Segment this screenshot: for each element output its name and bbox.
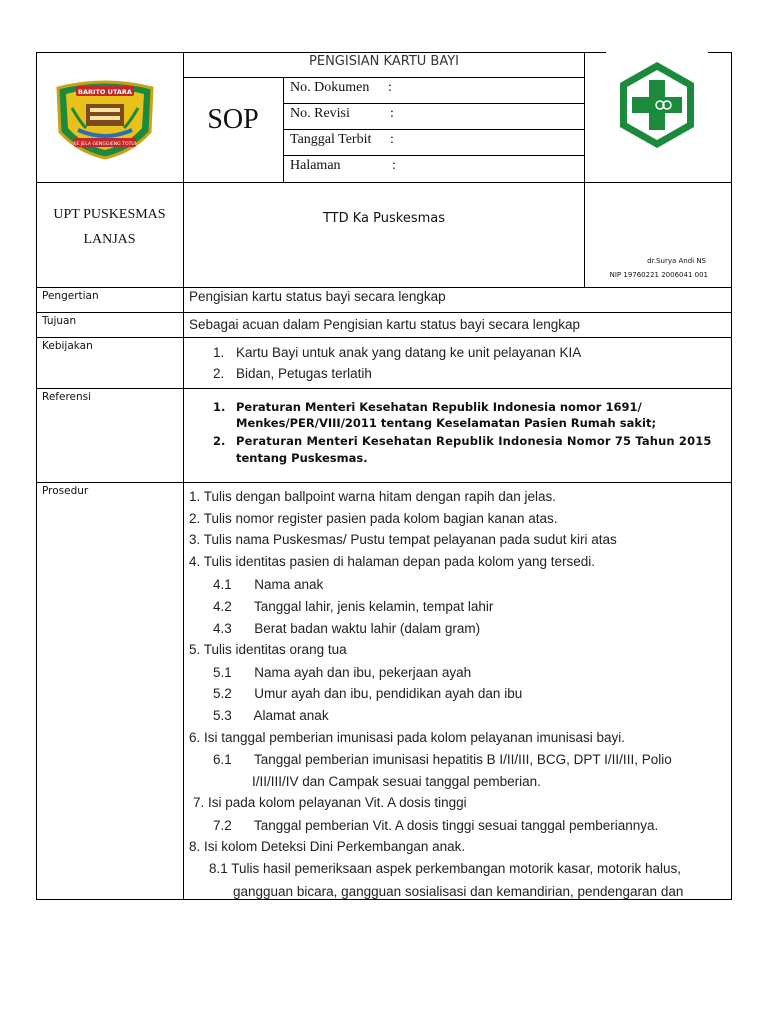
row-rule-pengertian — [36, 312, 732, 313]
prosedur-line-4: 4. Tulis identitas pasien di halaman depan pada kolom yang tersedi. — [189, 554, 596, 569]
row-rule-tujuan — [36, 337, 732, 338]
kebijakan-num-1: 1. — [213, 345, 225, 360]
prosedur-line-2: 2. Tulis nomor register pasien pada kolom bagian kanan atas. — [189, 511, 558, 526]
header-bottom-rule — [36, 182, 732, 183]
doc-title: PENGISIAN KARTU BAYI — [309, 54, 459, 69]
field-rule-2 — [283, 129, 585, 130]
header-divider-left — [183, 52, 184, 287]
body-label-divider — [183, 287, 184, 900]
prosedur-line-5-2: 5.2 Umur ayah dan ibu, pendidikan ayah dan ibu — [213, 686, 523, 701]
referensi-num-2: 2. — [213, 434, 226, 448]
barito-utara-emblem-icon — [52, 78, 158, 160]
barito-utara-logo — [52, 78, 158, 160]
kebijakan-item-1: Kartu Bayi untuk anak yang datang ke unit pelayanan KIA — [236, 345, 582, 360]
prosedur-line-8-1: 8.1 Tulis hasil pemeriksaan aspek perkembangan motorik kasar, motorik halus, — [209, 861, 681, 876]
header-divider-right — [584, 52, 585, 287]
table-border-left — [36, 52, 37, 900]
prosedur-line-5: 5. Tulis identitas orang tua — [189, 642, 347, 657]
field-halaman-sep: : — [392, 158, 396, 173]
logo-top-text: BARITO UTARA — [78, 88, 132, 96]
prosedur-line-4-1: 4.1 Nama anak — [213, 577, 324, 592]
field-tanggal-terbit-label: Tanggal Terbit — [290, 132, 372, 147]
prosedur-line-3: 3. Tulis nama Puskesmas/ Pustu tempat pelayanan pada sudut kiri atas — [189, 532, 617, 547]
referensi-item-2-line2: tentang Puskesmas. — [236, 451, 368, 465]
referensi-item-1-line2: Menkes/PER/VIII/2011 tentang Keselamatan Pasien Rumah sakit; — [236, 416, 657, 430]
prosedur-line-4-3: 4.3 Berat badan waktu lahir (dalam gram) — [213, 621, 481, 636]
referensi-num-1: 1. — [213, 400, 226, 414]
field-no-dokumen-sep: : — [388, 80, 392, 95]
field-no-revisi-sep: : — [390, 106, 394, 121]
prosedur-line-6-1: 6.1 Tanggal pemberian imunisasi hepatitis B I/II/III, BCG, DPT I/II/III, Polio — [213, 752, 672, 767]
prosedur-line-1: 1. Tulis dengan ballpoint warna hitam dengan rapih dan jelas. — [189, 489, 556, 504]
org-name-line2: LANJAS — [83, 232, 136, 247]
label-prosedur: Prosedur — [42, 485, 89, 497]
puskesmas-logo — [606, 50, 708, 162]
prosedur-line-5-3: 5.3 Alamat anak — [213, 708, 329, 723]
label-pengertian: Pengertian — [42, 290, 99, 302]
signer-name: dr.Surya Andi NS — [647, 257, 706, 265]
table-border-bottom — [36, 899, 732, 900]
prosedur-line-5-1: 5.1 Nama ayah dan ibu, pekerjaan ayah — [213, 665, 472, 680]
table-border-right — [731, 52, 732, 900]
field-halaman-label: Halaman — [290, 158, 341, 173]
prosedur-line-4-2: 4.2 Tanggal lahir, jenis kelamin, tempat lahir — [213, 599, 494, 614]
field-no-revisi-label: No. Revisi — [290, 106, 350, 121]
prosedur-line-8-1-cont: gangguan bicara, gangguan sosialisasi dan kemandirian, pendengaran dan — [233, 884, 684, 899]
logo-bottom-text: IJE JELA GENGGIENG TOTUI — [73, 142, 137, 147]
org-row-bottom-rule — [36, 287, 732, 288]
field-tanggal-terbit-sep: : — [390, 132, 394, 147]
prosedur-line-7-2: 7.2 Tanggal pemberian Vit. A dosis tinggi sesuai tanggal pemberiannya. — [213, 818, 659, 833]
label-kebijakan: Kebijakan — [42, 340, 93, 352]
text-pengertian: Pengisian kartu status bayi secara lengkap — [189, 289, 446, 304]
prosedur-line-7: 7. Isi pada kolom pelayanan Vit. A dosis tinggi — [193, 795, 467, 810]
kebijakan-num-2: 2. — [213, 366, 225, 381]
puskesmas-cross-icon — [606, 50, 708, 162]
text-tujuan: Sebagai acuan dalam Pengisian kartu status bayi secara lengkap — [189, 317, 580, 332]
kebijakan-item-2: Bidan, Petugas terlatih — [236, 366, 372, 381]
org-name-line1: UPT PUSKESMAS — [53, 207, 166, 222]
prosedur-line-6: 6. Isi tanggal pemberian imunisasi pada kolom pelayanan imunisasi bayi. — [189, 730, 625, 745]
label-tujuan: Tujuan — [42, 315, 77, 327]
ttd-label: TTD Ka Puskesmas — [322, 211, 446, 226]
field-no-dokumen-label: No. Dokumen — [290, 80, 370, 95]
field-rule-3 — [283, 155, 585, 156]
field-rule-1 — [283, 103, 585, 104]
referensi-item-2-line1: Peraturan Menteri Kesehatan Republik Indonesia Nomor 75 Tahun 2015 — [236, 434, 712, 448]
referensi-item-1-line1: Peraturan Menteri Kesehatan Republik Indonesia nomor 1691/ — [236, 400, 642, 414]
prosedur-line-6-1-cont: I/II/III/IV dan Campak sesuai tanggal pemberian. — [252, 774, 541, 789]
sop-label: SOP — [207, 104, 259, 135]
signer-nip: NIP 19760221 2006041 001 — [609, 271, 708, 279]
prosedur-line-8: 8. Isi kolom Deteksi Dini Perkembangan anak. — [189, 839, 466, 854]
row-rule-referensi — [36, 482, 732, 483]
title-underline — [183, 77, 585, 78]
label-referensi: Referensi — [42, 391, 92, 403]
row-rule-kebijakan — [36, 388, 732, 389]
